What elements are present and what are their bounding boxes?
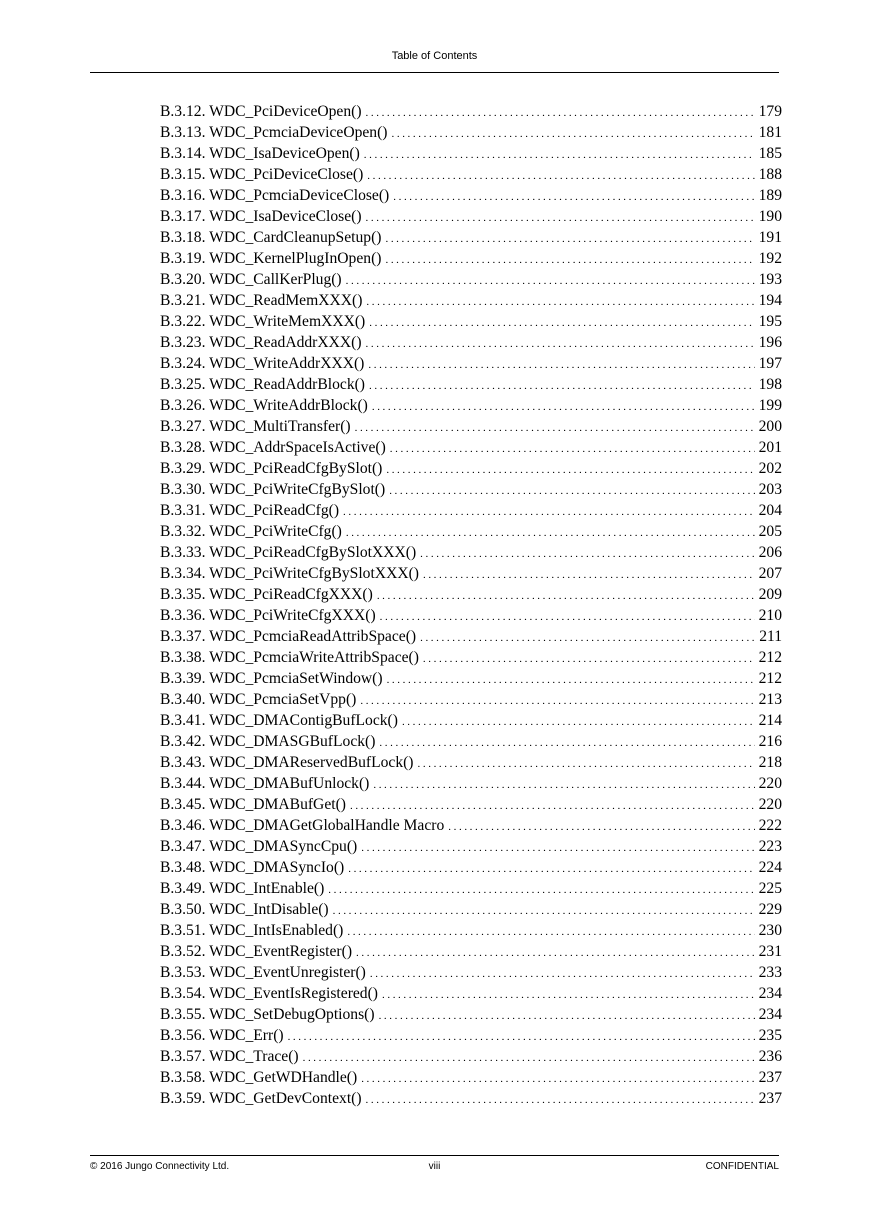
toc-entry-title[interactable]: B.3.32. WDC_PciWriteCfg()	[160, 523, 342, 540]
toc-entry-page[interactable]: 233	[758, 964, 782, 981]
toc-entry[interactable]	[160, 500, 782, 521]
toc-dot-leader	[379, 733, 754, 754]
toc-entry-title[interactable]: B.3.24. WDC_WriteAddrXXX()	[160, 355, 365, 372]
toc-entry[interactable]	[160, 1067, 782, 1088]
toc-entry[interactable]	[160, 1046, 782, 1067]
toc-entry-title[interactable]: B.3.34. WDC_PciWriteCfgBySlotXXX()	[160, 565, 419, 582]
toc-entry[interactable]	[160, 878, 782, 899]
toc-entry[interactable]	[160, 458, 782, 479]
toc-entry-page[interactable]: 196	[758, 334, 782, 351]
toc-entry-title[interactable]: B.3.12. WDC_PciDeviceOpen()	[160, 103, 362, 120]
toc-entry-page[interactable]: 181	[758, 124, 782, 141]
toc-entry-page[interactable]: 216	[758, 733, 782, 750]
toc-dot-leader	[370, 964, 755, 985]
toc-entry-page[interactable]: 194	[758, 292, 782, 309]
toc-dot-leader	[389, 481, 754, 502]
toc-entry[interactable]	[160, 605, 782, 626]
toc-dot-leader	[303, 1048, 755, 1069]
footer-classification: CONFIDENTIAL	[705, 1161, 779, 1172]
toc-entry[interactable]	[160, 731, 782, 752]
toc-entry-title[interactable]: B.3.27. WDC_MultiTransfer()	[160, 418, 351, 435]
toc-entry-title[interactable]: B.3.33. WDC_PciReadCfgBySlotXXX()	[160, 544, 417, 561]
toc-entry[interactable]	[160, 311, 782, 332]
toc-entry-page[interactable]: 235	[758, 1027, 782, 1044]
toc-dot-leader	[385, 229, 754, 250]
toc-entry-title[interactable]: B.3.55. WDC_SetDebugOptions()	[160, 1006, 375, 1023]
toc-entry-page[interactable]: 191	[758, 229, 782, 246]
toc-dot-leader	[348, 859, 754, 880]
toc-entry-page[interactable]: 212	[758, 670, 782, 687]
toc-dot-leader	[418, 754, 755, 775]
toc-dot-leader	[366, 334, 755, 355]
toc-entry-title[interactable]: B.3.30. WDC_PciWriteCfgBySlot()	[160, 481, 386, 498]
toc-dot-leader	[288, 1027, 755, 1048]
toc-entry-title[interactable]: B.3.21. WDC_ReadMemXXX()	[160, 292, 363, 309]
toc-dot-leader	[379, 1006, 755, 1027]
toc-entry-page[interactable]: 203	[758, 481, 782, 498]
toc-entry-title[interactable]: B.3.16. WDC_PcmciaDeviceClose()	[160, 187, 390, 204]
footer-copyright: © 2016 Jungo Connectivity Ltd.	[90, 1161, 230, 1172]
toc-dot-leader	[369, 313, 754, 334]
toc-entry[interactable]	[160, 164, 782, 185]
toc-dot-leader	[380, 607, 755, 628]
toc-entry-page[interactable]: 230	[758, 922, 782, 939]
toc-entry-title[interactable]: B.3.31. WDC_PciReadCfg()	[160, 502, 340, 519]
toc-dot-leader	[366, 208, 755, 229]
toc-entry-title[interactable]: B.3.43. WDC_DMAReservedBufLock()	[160, 754, 414, 771]
toc-entry[interactable]	[160, 983, 782, 1004]
page-header	[90, 50, 779, 73]
toc-entry[interactable]	[160, 353, 782, 374]
toc-entry[interactable]	[160, 122, 782, 143]
toc-entry-page[interactable]: 231	[758, 943, 782, 960]
toc-entry-title[interactable]: B.3.35. WDC_PciReadCfgXXX()	[160, 586, 373, 603]
toc-entry-page[interactable]: 225	[758, 880, 782, 897]
toc-entry-title[interactable]: B.3.28. WDC_AddrSpaceIsActive()	[160, 439, 386, 456]
toc-entry-title[interactable]: B.3.49. WDC_IntEnable()	[160, 880, 325, 897]
toc-entry-page[interactable]: 190	[758, 208, 782, 225]
toc-entry-page[interactable]: 212	[758, 649, 782, 666]
toc-dot-leader	[361, 838, 754, 859]
toc-entry[interactable]	[160, 374, 782, 395]
toc-entry-title[interactable]: B.3.59. WDC_GetDevContext()	[160, 1090, 362, 1107]
toc-dot-leader	[372, 397, 755, 418]
toc-dot-leader	[366, 103, 755, 124]
toc-entry-title[interactable]: B.3.53. WDC_EventUnregister()	[160, 964, 366, 981]
toc-entry[interactable]	[160, 1025, 782, 1046]
toc-entry[interactable]	[160, 269, 782, 290]
toc-dot-leader	[377, 586, 755, 607]
toc-dot-leader	[347, 922, 754, 943]
toc-entry[interactable]	[160, 710, 782, 731]
toc-dot-leader	[392, 124, 755, 145]
toc-entry-title[interactable]: B.3.52. WDC_EventRegister()	[160, 943, 353, 960]
toc-dot-leader	[382, 985, 755, 1006]
toc-entry-page[interactable]: 197	[758, 355, 782, 372]
toc-dot-leader	[368, 355, 754, 376]
toc-entry[interactable]	[160, 962, 782, 983]
toc-entry-page[interactable]: 214	[758, 712, 782, 729]
toc-dot-leader	[346, 523, 755, 544]
toc-dot-leader	[420, 628, 755, 649]
toc-entry-page[interactable]: 234	[758, 1006, 782, 1023]
toc-entry-title[interactable]: B.3.38. WDC_PcmciaWriteAttribSpace()	[160, 649, 419, 666]
toc-entry[interactable]	[160, 542, 782, 563]
toc-entry-page[interactable]: 198	[758, 376, 782, 393]
toc-dot-leader	[366, 1090, 755, 1111]
toc-dot-leader	[423, 565, 755, 586]
toc-dot-leader	[420, 544, 754, 565]
toc-entry-title[interactable]: B.3.41. WDC_DMAContigBufLock()	[160, 712, 398, 729]
toc-entry[interactable]	[160, 752, 782, 773]
toc-entry-page[interactable]: 206	[758, 544, 782, 561]
toc-entry-page[interactable]: 179	[758, 103, 782, 120]
toc-dot-leader	[373, 775, 754, 796]
toc-entry-page[interactable]: 209	[758, 586, 782, 603]
toc-dot-leader	[393, 187, 754, 208]
toc-entry[interactable]	[160, 689, 782, 710]
toc-entry[interactable]	[160, 941, 782, 962]
toc-list	[160, 101, 782, 1109]
toc-entry-title[interactable]: B.3.36. WDC_PciWriteCfgXXX()	[160, 607, 376, 624]
toc-entry-title[interactable]: B.3.51. WDC_IntIsEnabled()	[160, 922, 344, 939]
toc-dot-leader	[343, 502, 755, 523]
toc-entry-title[interactable]: B.3.48. WDC_DMASyncIo()	[160, 859, 345, 876]
toc-entry-page[interactable]: 204	[758, 502, 782, 519]
toc-entry-title[interactable]: B.3.40. WDC_PcmciaSetVpp()	[160, 691, 357, 708]
toc-dot-leader	[367, 166, 754, 187]
toc-entry[interactable]	[160, 185, 782, 206]
toc-entry[interactable]	[160, 920, 782, 941]
toc-entry-page[interactable]: 224	[758, 859, 782, 876]
toc-entry[interactable]	[160, 647, 782, 668]
toc-entry[interactable]	[160, 668, 782, 689]
toc-entry[interactable]	[160, 773, 782, 794]
toc-entry-title[interactable]: B.3.46. WDC_DMAGetGlobalHandle Macro	[160, 817, 445, 834]
toc-entry-page[interactable]: 195	[758, 313, 782, 330]
toc-entry[interactable]	[160, 101, 782, 122]
toc-entry-page[interactable]: 205	[758, 523, 782, 540]
toc-dot-leader	[369, 376, 755, 397]
toc-entry-page[interactable]: 207	[758, 565, 782, 582]
toc-entry-title[interactable]: B.3.29. WDC_PciReadCfgBySlot()	[160, 460, 383, 477]
toc-entry-title[interactable]: B.3.50. WDC_IntDisable()	[160, 901, 329, 918]
toc-entry[interactable]	[160, 1088, 782, 1109]
toc-entry-title[interactable]: B.3.47. WDC_DMASyncCpu()	[160, 838, 358, 855]
toc-entry-title[interactable]: B.3.39. WDC_PcmciaSetWindow()	[160, 670, 383, 687]
toc-entry-page[interactable]: 200	[758, 418, 782, 435]
footer-page-number: viii	[428, 1161, 441, 1172]
toc-entry-title[interactable]: B.3.25. WDC_ReadAddrBlock()	[160, 376, 366, 393]
toc-entry-page[interactable]: 237	[758, 1069, 782, 1086]
toc-entry[interactable]	[160, 521, 782, 542]
toc-entry-page[interactable]: 192	[758, 250, 782, 267]
toc-entry[interactable]	[160, 1004, 782, 1025]
toc-dot-leader	[328, 880, 754, 901]
toc-entry[interactable]	[160, 143, 782, 164]
toc-entry[interactable]	[160, 416, 782, 437]
toc-entry-title[interactable]: B.3.37. WDC_PcmciaReadAttribSpace()	[160, 628, 417, 645]
toc-entry-page[interactable]: 193	[758, 271, 782, 288]
toc-entry-page[interactable]: 222	[758, 817, 782, 834]
toc-entry-title[interactable]: B.3.45. WDC_DMABufGet()	[160, 796, 346, 813]
toc-entry-title[interactable]: B.3.26. WDC_WriteAddrBlock()	[160, 397, 368, 414]
toc-entry-title[interactable]: B.3.23. WDC_ReadAddrXXX()	[160, 334, 362, 351]
toc-entry[interactable]	[160, 794, 782, 815]
toc-entry-title[interactable]: B.3.17. WDC_IsaDeviceClose()	[160, 208, 362, 225]
toc-entry-title[interactable]: B.3.13. WDC_PcmciaDeviceOpen()	[160, 124, 388, 141]
toc-entry-page[interactable]: 189	[758, 187, 782, 204]
toc-entry[interactable]	[160, 437, 782, 458]
toc-entry[interactable]	[160, 563, 782, 584]
toc-entry-title[interactable]: B.3.42. WDC_DMASGBufLock()	[160, 733, 376, 750]
toc-entry-page[interactable]: 211	[759, 628, 782, 645]
toc-entry[interactable]	[160, 206, 782, 227]
toc-entry[interactable]	[160, 857, 782, 878]
toc-entry-page[interactable]: 220	[758, 796, 782, 813]
toc-entry-title[interactable]: B.3.22. WDC_WriteMemXXX()	[160, 313, 366, 330]
toc-entry[interactable]	[160, 836, 782, 857]
toc-entry-title[interactable]: B.3.58. WDC_GetWDHandle()	[160, 1069, 358, 1086]
page-footer	[90, 1155, 779, 1172]
toc-entry-page[interactable]: 210	[758, 607, 782, 624]
toc-entry[interactable]	[160, 248, 782, 269]
toc-entry-page[interactable]: 188	[758, 166, 782, 183]
header-title: Table of Contents	[391, 50, 478, 62]
toc-dot-leader	[360, 691, 754, 712]
toc-entry[interactable]	[160, 899, 782, 920]
toc-entry-page[interactable]: 234	[758, 985, 782, 1002]
toc-dot-leader	[356, 943, 755, 964]
toc-entry[interactable]	[160, 626, 782, 647]
toc-entry-title[interactable]: B.3.57. WDC_Trace()	[160, 1048, 299, 1065]
toc-entry[interactable]	[160, 815, 782, 836]
toc-dot-leader	[386, 460, 754, 481]
toc-entry-title[interactable]: B.3.20. WDC_CallKerPlug()	[160, 271, 342, 288]
toc-dot-leader	[387, 670, 755, 691]
toc-entry-page[interactable]: 223	[758, 838, 782, 855]
toc-dot-leader	[346, 271, 755, 292]
toc-entry[interactable]	[160, 332, 782, 353]
toc-entry-title[interactable]: B.3.19. WDC_KernelPlugInOpen()	[160, 250, 382, 267]
toc-dot-leader	[355, 418, 755, 439]
toc-entry-page[interactable]: 220	[758, 775, 782, 792]
toc-entry-page[interactable]: 229	[758, 901, 782, 918]
toc-dot-leader	[333, 901, 755, 922]
toc-entry-title[interactable]: B.3.14. WDC_IsaDeviceOpen()	[160, 145, 360, 162]
toc-entry-page[interactable]: 213	[758, 691, 782, 708]
toc-dot-leader	[361, 1069, 754, 1090]
toc-entry-page[interactable]: 201	[758, 439, 782, 456]
toc-entry-title[interactable]: B.3.44. WDC_DMABufUnlock()	[160, 775, 370, 792]
toc-entry-page[interactable]: 236	[758, 1048, 782, 1065]
toc-entry[interactable]	[160, 395, 782, 416]
toc-dot-leader	[364, 145, 755, 166]
toc-dot-leader	[402, 712, 755, 733]
toc-entry-title[interactable]: B.3.15. WDC_PciDeviceClose()	[160, 166, 364, 183]
toc-entry-page[interactable]: 199	[758, 397, 782, 414]
toc-dot-leader	[423, 649, 755, 670]
toc-dot-leader	[366, 292, 754, 313]
toc-entry-page[interactable]: 237	[758, 1090, 782, 1107]
toc-entry-title[interactable]: B.3.18. WDC_CardCleanupSetup()	[160, 229, 382, 246]
toc-entry-page[interactable]: 185	[758, 145, 782, 162]
toc-entry-page[interactable]: 202	[758, 460, 782, 477]
toc-entry[interactable]	[160, 290, 782, 311]
toc-entry[interactable]	[160, 584, 782, 605]
toc-dot-leader	[390, 439, 755, 460]
toc-dot-leader	[350, 796, 755, 817]
toc-entry[interactable]	[160, 479, 782, 500]
toc-dot-leader	[448, 817, 754, 838]
toc-entry[interactable]	[160, 227, 782, 248]
toc-entry-title[interactable]: B.3.54. WDC_EventIsRegistered()	[160, 985, 378, 1002]
toc-entry-title[interactable]: B.3.56. WDC_Err()	[160, 1027, 284, 1044]
toc-dot-leader	[385, 250, 754, 271]
toc-entry-page[interactable]: 218	[758, 754, 782, 771]
